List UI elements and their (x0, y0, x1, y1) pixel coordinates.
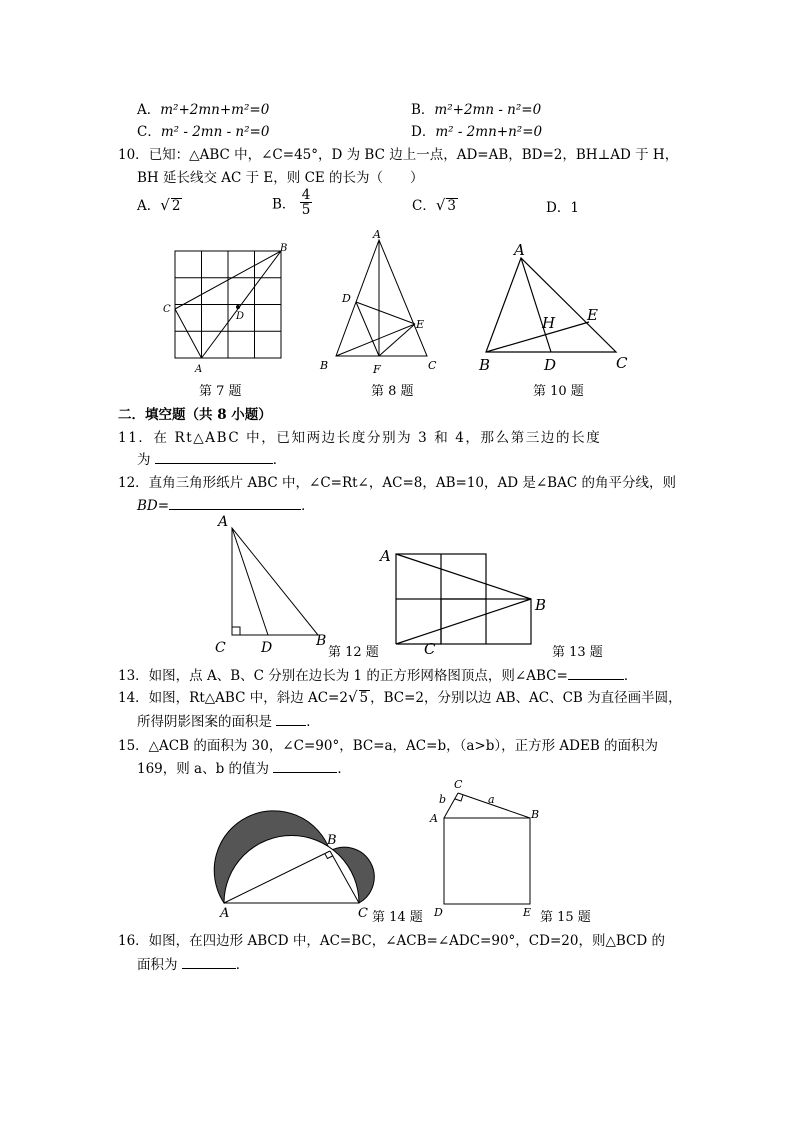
fig15-label-d: D (434, 906, 443, 919)
figure-8-triangle (316, 226, 446, 376)
fig13-label-b: B (535, 596, 547, 614)
q11-line1: 11．在 Rt△ABC 中，已知两边长度分别为 3 和 4，那么第三边的长度 (118, 430, 602, 446)
q9-option-c: C．m² - 2mn - n²=0 (137, 124, 270, 140)
fig10-label-d: D (544, 356, 557, 374)
figure-15-caption: 第 15 题 (540, 910, 591, 925)
figure-15-square (426, 776, 546, 922)
q9-option-b: B．m²+2mn - n²=0 (411, 102, 542, 118)
q12-answer-blank[interactable] (169, 495, 301, 510)
q10-option-c: C．√ 3 (412, 196, 456, 214)
figure-13-caption: 第 13 题 (552, 645, 603, 660)
figure-13-grid (376, 544, 556, 659)
figure-10-caption: 第 10 题 (533, 384, 584, 399)
fig7-label-a: A (195, 364, 203, 375)
fig10-label-h: H (542, 314, 556, 332)
fig15-label-b-side: b (439, 793, 447, 806)
q16-answer-blank[interactable] (182, 954, 236, 969)
fig10-label-a: A (514, 241, 525, 259)
q11-line2: 为 ． (137, 448, 286, 468)
q9-option-a: A．m²+2mn+m²=0 (137, 102, 270, 118)
fig7-label-b: B (280, 243, 288, 254)
q16-line1: 16．如图，在四边形 ABCD 中，AC=BC，∠ACB=∠ADC=90°，CD=20，则△BCD 的 (118, 933, 665, 949)
q13-answer-blank[interactable] (568, 665, 624, 680)
q12-line2: BD= ． (137, 494, 315, 514)
q10-line2: BH 延长线交 AC 于 E，则 CE 的长为（ ） (137, 170, 424, 186)
q10-option-b: B． $\frac{4}{5}$ (272, 187, 311, 218)
figure-8-caption: 第 8 题 (371, 384, 414, 399)
q11-answer-blank[interactable] (155, 449, 273, 464)
fig15-label-e: E (523, 906, 532, 919)
fig15-label-a: A (430, 812, 438, 825)
section-title: 二．填空题（共 8 小题） (118, 407, 272, 423)
figure-12-triangle (206, 512, 336, 657)
fig14-label-b: B (327, 833, 337, 848)
fig8-label-f: F (373, 363, 381, 376)
q12-line1: 12．直角三角形纸片 ABC 中，∠C=Rt∠，AC=8，AB=10，AD 是∠BAC 的角平分线，则 (118, 475, 676, 491)
q10-option-d: D．1 (546, 200, 579, 216)
figure-14-caption: 第 14 题 (372, 910, 423, 925)
fig12-label-a: A (218, 514, 229, 530)
q13-text: 13．如图，点 A、B、C 分别在边长为 1 的正方形网格图顶点，则∠ABC= ． (118, 664, 637, 684)
fig8-label-b: B (320, 359, 329, 372)
fig14-label-c: C (358, 906, 368, 921)
fig15-label-b: B (531, 808, 540, 821)
q10-line1: 10．已知：△ABC 中，∠C=45°，D 为 BC 边上一点，AD=AB，BD=2，BH⊥AD 于 H， (118, 147, 679, 163)
fig13-label-a: A (380, 547, 391, 565)
fig8-label-e: E (416, 318, 425, 331)
fig13-label-c: C (424, 640, 436, 658)
figure-7-caption: 第 7 题 (199, 384, 242, 399)
q10-option-a: A．√ 2 (137, 196, 181, 214)
q15-line2: 169，则 a、b 的值为 ． (137, 757, 351, 777)
figure-14-semicircles (214, 822, 394, 922)
fig7-label-c: C (163, 304, 171, 315)
fig8-label-c: C (428, 359, 437, 372)
q9-option-d: D．m² - 2mn+n²=0 (411, 124, 543, 140)
fig14-label-a: A (220, 906, 230, 921)
fig10-label-e: E (587, 306, 598, 324)
fig15-label-a-side: a (488, 793, 495, 806)
figure-10-triangle (476, 236, 636, 376)
q15-answer-blank[interactable] (273, 758, 337, 773)
q14-line1: 14．如图，Rt△ABC 中，斜边 AC=2√ 5 ，BC=2，分别以边 AB、AC、CB 为直径画半圆， (118, 688, 682, 706)
fig15-label-c: C (454, 778, 463, 791)
q15-line1: 15．△ACB 的面积为 30，∠C=90°，BC=a，AC=b，（a>b），正方形 ADEB 的面积为 (118, 738, 659, 754)
fig10-label-b: B (479, 356, 491, 374)
figure-7-grid (160, 238, 300, 378)
fig8-label-a: A (373, 228, 381, 241)
fig8-label-d: D (342, 292, 351, 305)
q14-line2: 所得阴影图案的面积是 ． (137, 710, 320, 730)
fig12-label-b: B (316, 633, 327, 649)
figure-12-caption: 第 12 题 (328, 645, 379, 660)
fig7-label-d: D (236, 311, 245, 322)
q16-line2: 面积为 ． (137, 953, 249, 973)
fig12-label-d: D (261, 640, 273, 656)
fig12-label-c: C (215, 640, 226, 656)
q14-answer-blank[interactable] (276, 711, 306, 726)
fig10-label-c: C (616, 354, 628, 372)
